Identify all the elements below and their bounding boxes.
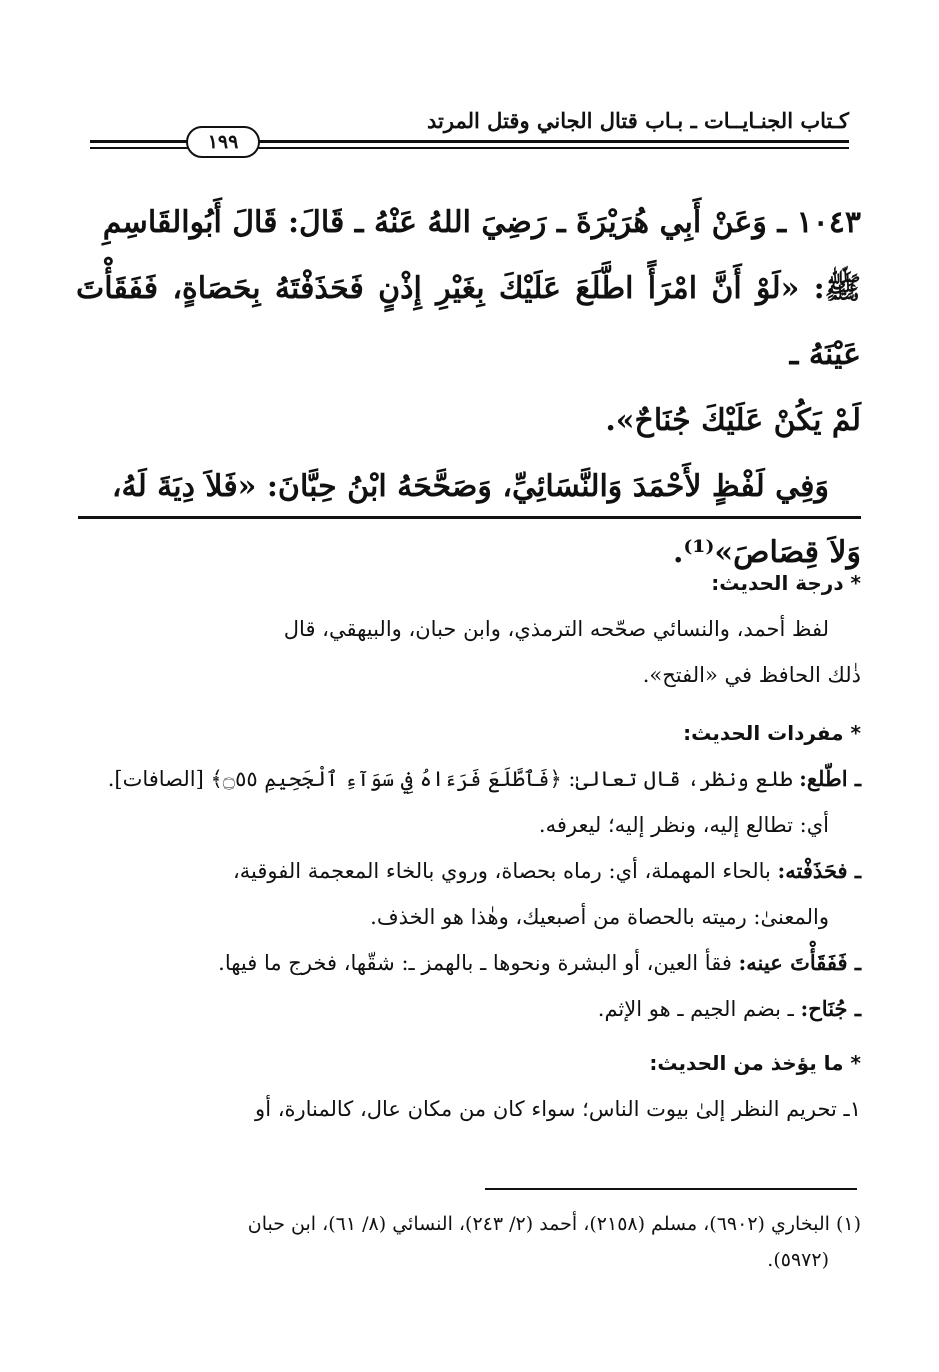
hadith-text xyxy=(76,190,861,586)
hadith-line-4: وَفِي لَفْظٍ لأَحْمَدَ وَالنَّسَائِيِّ، وَصَحَّحَهُ ابْنُ حِبَّانَ: «فَلاَ دِيَةَ لَهُ، xyxy=(111,469,829,504)
header-rules xyxy=(90,131,849,154)
hadith-line-1: ١٠٤٣ ـ وَعَنْ أَبِي هُرَيْرَةَ ـ رَضِيَ اللهُ عَنْهُ ـ قَالَ: قَالَ أَبُوالقَاسِمِ xyxy=(102,205,861,240)
footnote xyxy=(76,1206,861,1278)
footnote-rule xyxy=(485,1188,857,1190)
vocab-item-1-cont: أي: تطالع إليه، ونظر إليه؛ ليعرفه. xyxy=(538,813,829,837)
page-number: ١٩٩ xyxy=(186,126,260,158)
vocab-item-3: ـ فَفَقَأْتَ عينه: فقأ العين، أو البشرة ونحوها ـ بالهمز ـ: شقّها، فخرج ما فيها. xyxy=(218,950,861,975)
hadith-line-5: وَلاَ قِصَاصَ»⁽¹⁾. xyxy=(672,535,861,570)
benefits-heading: * ما يؤخذ من الحديث: xyxy=(649,1051,861,1075)
hadith-line-3: لَمْ يَكُنْ عَلَيْكَ جُنَاحٌ». xyxy=(605,403,861,438)
grade-line-1: لفظ أحمد، والنسائي صحّحه الترمذي، وابن حبان، والبيهقي، قال xyxy=(283,617,829,641)
grade-line-2: ذٰلك الحافظ في «الفتح». xyxy=(642,663,861,687)
hadith-line-2: ﷺ: «لَوْ أَنَّ امْرَأً اطَّلَعَ عَلَيْكَ بِغَيْرِ إِذْنٍ فَحَذَفْتَهُ بِحَصَاةٍ، فَفَقَأْتَ عَيْنَهُ ـ xyxy=(76,271,861,372)
vocab-item-2-cont: والمعنىٰ: رميته بالحصاة من أصبعيك، وهٰذا هو الخذف. xyxy=(370,905,829,929)
vocab-item-4: ـ جُنَاح: ـ بضم الجيم ـ هو الإثم. xyxy=(597,996,861,1021)
benefits-section xyxy=(76,1040,861,1132)
benefits-line-1: ١ـ تحريم النظر إلىٰ بيوت الناس؛ سواء كان من مكان عال، كالمنارة، أو xyxy=(255,1097,861,1121)
vocab-section xyxy=(76,710,861,1032)
vocab-item-2: ـ فحَذَفْته: بالحاء المهملة، أي: رماه بحصاة، وروي بالخاء المعجمة الفوقية، xyxy=(232,858,861,883)
footnote-line-1: (١) البخاري (٦٩٠٢)، مسلم (٢١٥٨)، أحمد (٢/ ٢٤٣)، النسائي (٨/ ٦١)، ابن حبان xyxy=(247,1213,861,1235)
hadith-number: ١٠٤٣ ـ xyxy=(777,205,861,240)
hadith-separator xyxy=(78,516,861,519)
running-header: كـتاب الجنـايــات ـ بـاب قتال الجاني وقتل المرتد xyxy=(427,108,849,133)
vocab-item-1: ـ اطّلع: طلع ونظر، قال تعالىٰ: ﴿فَٱطَّلَعَ فَرَءَاهُ فِي سَوَآءِ ٱلْجَحِيمِ ۝٥٥﴾ [الصافات]. xyxy=(107,766,861,791)
footnote-line-2: (٥٩٧٢). xyxy=(767,1249,829,1271)
grade-heading: * درجة الحديث: xyxy=(711,571,861,595)
grade-section xyxy=(76,560,861,698)
vocab-heading: * مفردات الحديث: xyxy=(683,721,861,745)
